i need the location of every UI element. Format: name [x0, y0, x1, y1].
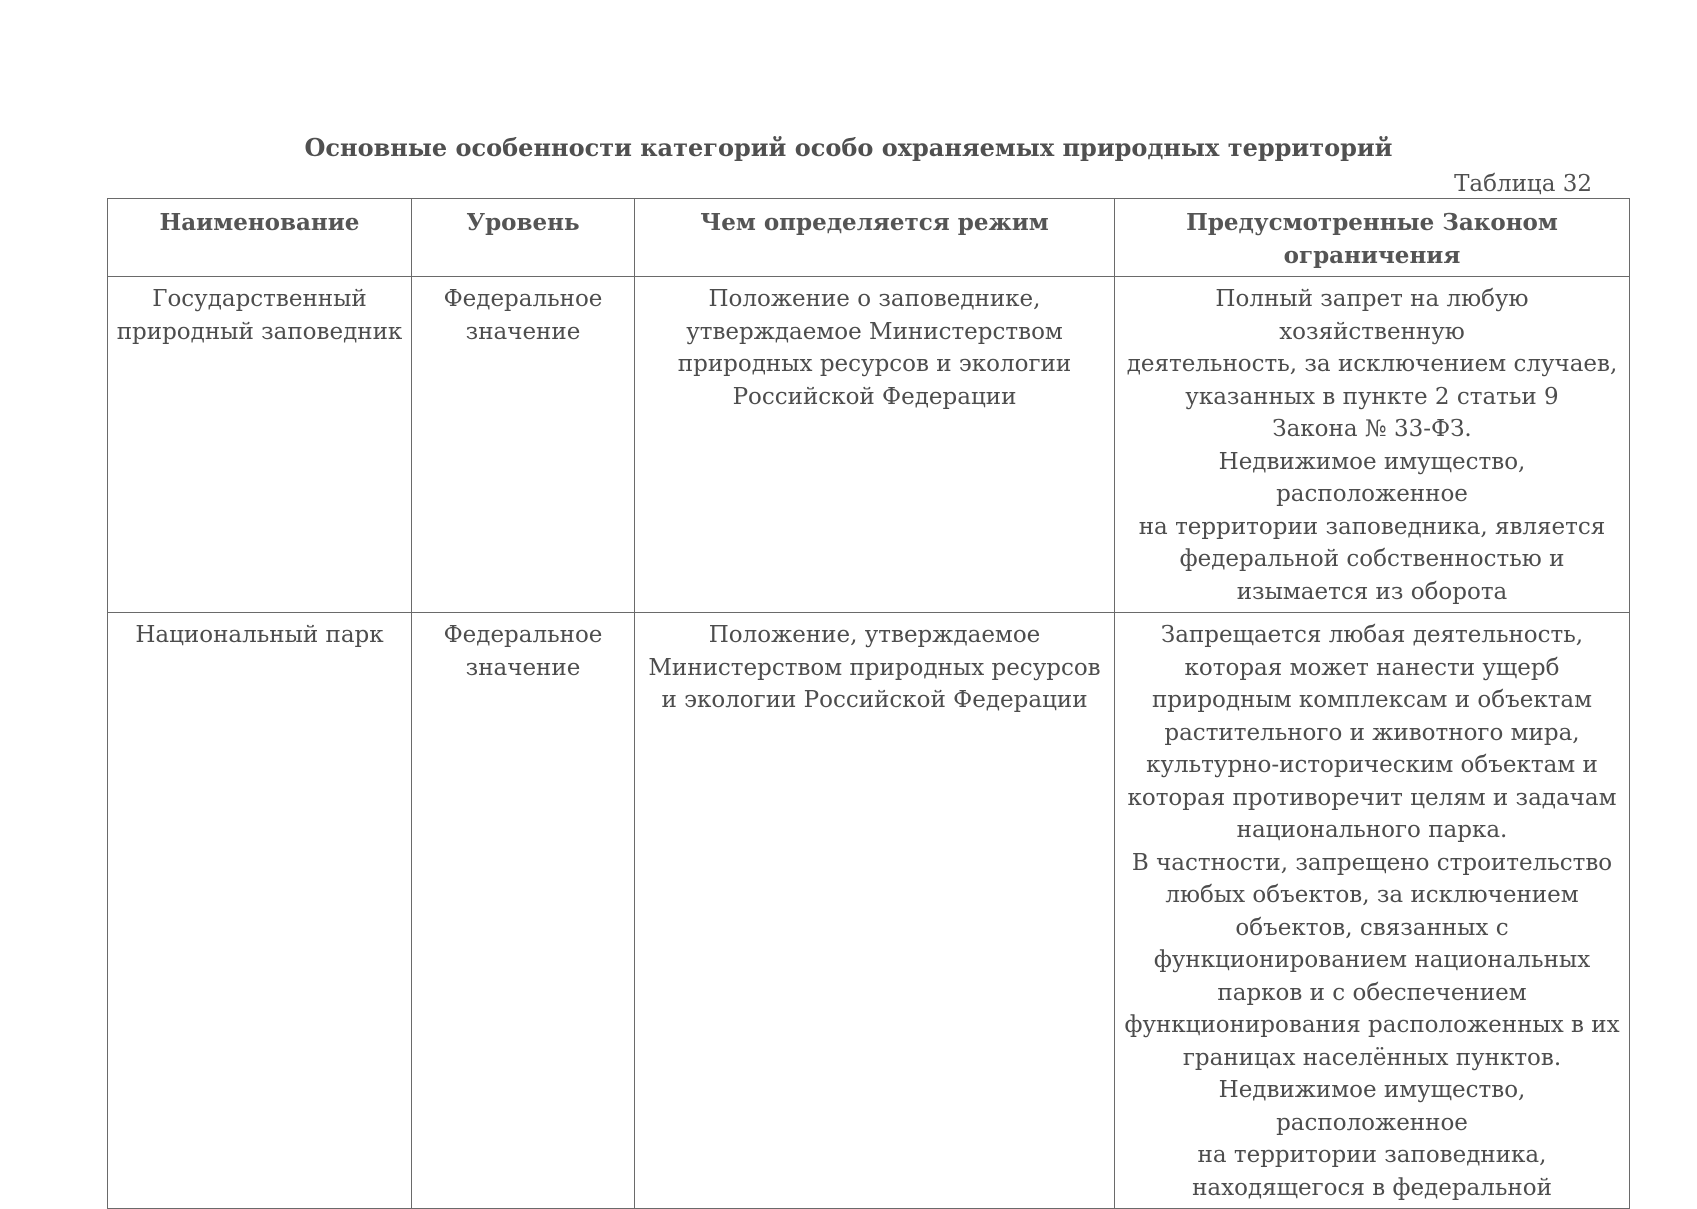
header-name: Наименование [108, 199, 412, 277]
table-header-row [108, 199, 1630, 277]
table-number: Таблица 32 [1454, 171, 1592, 197]
cell-restrictions: Полный запрет на любую хозяйственную деятельность, за исключением случаев, указанных в пункте 2 статьи 9 Закона № 33-ФЗ. Недвижимое имущество, расположенное на территории заповедника, является федеральной собственностью и изымается из оборота [1115, 277, 1630, 613]
cell-restrictions: Запрещается любая деятельность, которая может нанести ущерб природным комплексам и объектам растительного и животного мира, культурно-историческим объектам и которая противоречит целям и задачам национального парка. В частности, запрещено строительство любых объектов, за исключением объектов, связанных с функционированием национальных парков и с обеспечением функционирования расположенных в их границах населённых пунктов. Недвижимое имущество, расположенное на территории заповедника, находящегося в федеральной [1115, 613, 1630, 1209]
cell-regime: Положение, утверждаемое Министерством природных ресурсов и экологии Российской Федерации [635, 613, 1115, 1209]
table-row [108, 277, 1630, 613]
document-title: Основные особенности категорий особо охраняемых природных территорий [304, 133, 1393, 162]
cell-regime: Положение о заповеднике, утверждаемое Министерством природных ресурсов и экологии Российской Федерации [635, 277, 1115, 613]
header-regime: Чем определяется режим [635, 199, 1115, 277]
cell-level: Федеральное значение [412, 277, 635, 613]
cell-level: Федеральное значение [412, 613, 635, 1209]
protected-areas-table [107, 198, 1630, 1209]
header-restrictions: Предусмотренные Законом ограничения [1115, 199, 1630, 277]
cell-name: Национальный парк [108, 613, 412, 1209]
table-row [108, 613, 1630, 1209]
header-level: Уровень [412, 199, 635, 277]
cell-name: Государственный природный заповедник [108, 277, 412, 613]
